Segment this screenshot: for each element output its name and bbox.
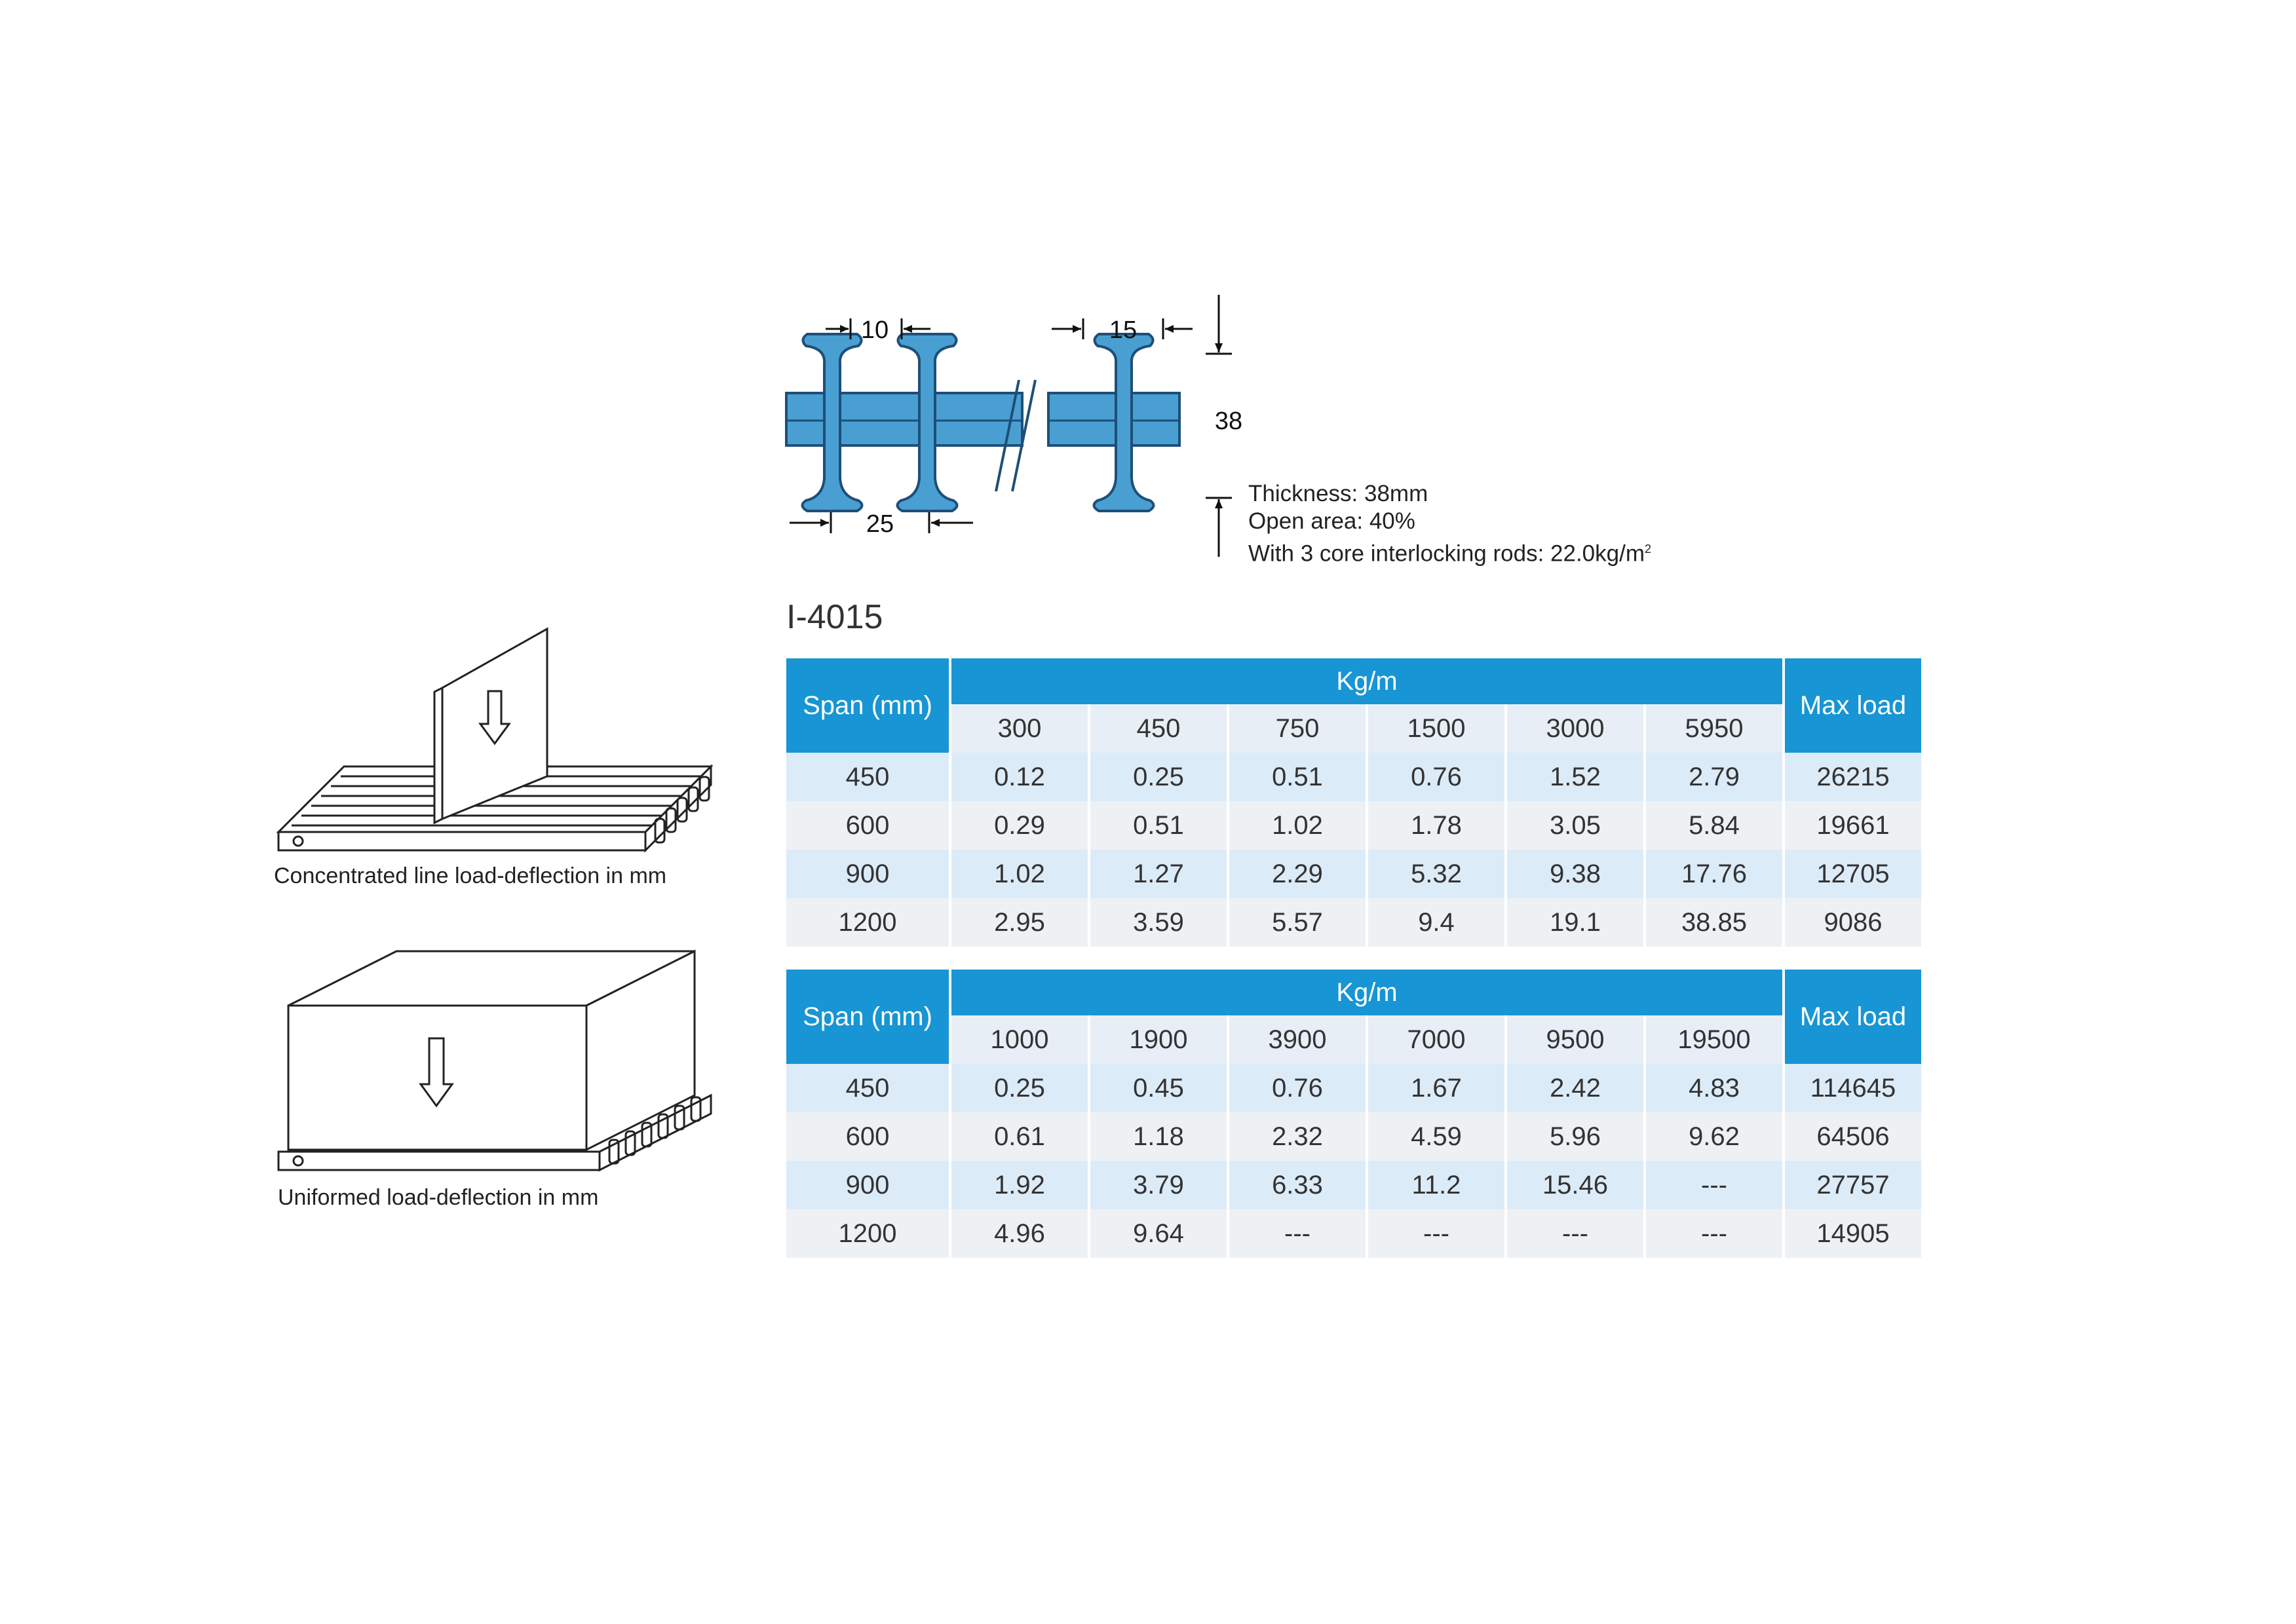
load-column-header: 9500 [1507, 1015, 1643, 1064]
deflection-cell: 1.18 [1090, 1112, 1227, 1161]
deflection-cell: 1.78 [1368, 801, 1504, 850]
load-column-header: 750 [1229, 704, 1366, 753]
deflection-cell: 0.25 [1090, 753, 1227, 801]
load-column-header: 450 [1090, 704, 1227, 753]
deflection-cell: 0.12 [951, 753, 1088, 801]
profile-cross-section [773, 275, 1271, 563]
table-row [786, 1064, 1921, 1112]
deflection-cell: 0.76 [1229, 1064, 1366, 1112]
deflection-cell: 0.51 [1229, 753, 1366, 801]
deflection-cell: 4.59 [1368, 1112, 1504, 1161]
deflection-cell: 17.76 [1646, 850, 1782, 898]
table-row [786, 1112, 1921, 1161]
deflection-cell: 0.61 [951, 1112, 1088, 1161]
deflection-cell: 1.27 [1090, 850, 1227, 898]
deflection-cell: 11.2 [1368, 1161, 1504, 1209]
span-cell: 900 [786, 850, 949, 898]
deflection-cell: 3.05 [1507, 801, 1643, 850]
span-cell: 1200 [786, 1209, 949, 1258]
max-load-cell: 19661 [1785, 801, 1921, 850]
uniform-load-caption: Uniformed load-deflection in mm [278, 1185, 599, 1210]
deflection-cell: 5.32 [1368, 850, 1504, 898]
table-row [786, 850, 1921, 898]
deflection-cell: 9.38 [1507, 850, 1643, 898]
max-load-cell: 27757 [1785, 1161, 1921, 1209]
max-load-cell: 26215 [1785, 753, 1921, 801]
dim-pitch-label: 10 [860, 316, 889, 344]
deflection-cell: 0.25 [951, 1064, 1088, 1112]
deflection-cell: 19.1 [1507, 898, 1643, 947]
span-header: Span (mm) [786, 970, 949, 1064]
spec-weight: With 3 core interlocking rods: $22.0kg/m^2$ [1248, 540, 1651, 567]
deflection-cell: 2.32 [1229, 1112, 1366, 1161]
deflection-cell: 2.79 [1646, 753, 1782, 801]
deflection-cell: 5.96 [1507, 1112, 1643, 1161]
spec-weight-superscript: 2 [1644, 542, 1651, 556]
max-load-cell: 12705 [1785, 850, 1921, 898]
kgm-header: Kg/m [951, 658, 1782, 704]
line-load-caption: Concentrated line load-deflection in mm [274, 863, 667, 888]
deflection-cell: 3.59 [1090, 898, 1227, 947]
max-load-cell: 14905 [1785, 1209, 1921, 1258]
line-load-illustration [272, 616, 718, 858]
load-column-header: 300 [951, 704, 1088, 753]
load-column-header: 1500 [1368, 704, 1504, 753]
table-row [786, 1209, 1921, 1258]
dim-height-label: 38 [1214, 407, 1243, 435]
deflection-cell: 6.33 [1229, 1161, 1366, 1209]
span-cell: 1200 [786, 898, 949, 947]
table-row [786, 801, 1921, 850]
load-column-header: 5950 [1646, 704, 1782, 753]
max-load-cell: 114645 [1785, 1064, 1921, 1112]
span-cell: 450 [786, 753, 949, 801]
load-column-header: 1900 [1090, 1015, 1227, 1064]
deflection-cell: --- [1646, 1161, 1782, 1209]
load-column-header: 1000 [951, 1015, 1088, 1064]
deflection-cell: 9.4 [1368, 898, 1504, 947]
table-row [786, 753, 1921, 801]
model-title: I-4015 [786, 598, 883, 636]
deflection-cell: --- [1368, 1209, 1504, 1258]
kgm-header: Kg/m [951, 970, 1782, 1015]
deflection-cell: --- [1646, 1209, 1782, 1258]
deflection-cell: 0.76 [1368, 753, 1504, 801]
max-load-header: Max load [1785, 658, 1921, 753]
spec-list [1248, 480, 1651, 568]
span-cell: 600 [786, 801, 949, 850]
span-header: Span (mm) [786, 658, 949, 753]
deflection-cell: 15.46 [1507, 1161, 1643, 1209]
load-column-header: 7000 [1368, 1015, 1504, 1064]
deflection-cell: 9.64 [1090, 1209, 1227, 1258]
line-load-table [784, 658, 1924, 947]
deflection-cell: 5.84 [1646, 801, 1782, 850]
deflection-cell: 2.42 [1507, 1064, 1643, 1112]
load-column-header: 3000 [1507, 704, 1643, 753]
span-cell: 900 [786, 1161, 949, 1209]
deflection-cell: --- [1229, 1209, 1366, 1258]
table-row [786, 898, 1921, 947]
uniform-load-table [784, 970, 1924, 1258]
deflection-cell: 4.96 [951, 1209, 1088, 1258]
deflection-cell: 0.45 [1090, 1064, 1227, 1112]
spec-thickness: Thickness: 38mm [1248, 481, 1428, 506]
table-row [786, 1161, 1921, 1209]
deflection-cell: 1.52 [1507, 753, 1643, 801]
deflection-cell: 1.02 [951, 850, 1088, 898]
deflection-cell: 1.92 [951, 1161, 1088, 1209]
deflection-cell: 0.29 [951, 801, 1088, 850]
deflection-cell: 4.83 [1646, 1064, 1782, 1112]
span-cell: 600 [786, 1112, 949, 1161]
deflection-cell: 2.29 [1229, 850, 1366, 898]
deflection-cell: 2.95 [951, 898, 1088, 947]
dim-rod-label: 25 [866, 510, 894, 538]
uniform-load-illustration [272, 943, 718, 1186]
deflection-cell: 1.67 [1368, 1064, 1504, 1112]
deflection-cell: 5.57 [1229, 898, 1366, 947]
max-load-cell: 64506 [1785, 1112, 1921, 1161]
deflection-cell: --- [1507, 1209, 1643, 1258]
span-cell: 450 [786, 1064, 949, 1112]
deflection-cell: 1.02 [1229, 801, 1366, 850]
max-load-header: Max load [1785, 970, 1921, 1064]
load-column-header: 19500 [1646, 1015, 1782, 1064]
load-column-header: 3900 [1229, 1015, 1366, 1064]
deflection-cell: 9.62 [1646, 1112, 1782, 1161]
deflection-cell: 38.85 [1646, 898, 1782, 947]
deflection-cell: 0.51 [1090, 801, 1227, 850]
max-load-cell: 9086 [1785, 898, 1921, 947]
dim-gap-label: 15 [1109, 316, 1138, 344]
spec-open-area: Open area: 40% [1248, 508, 1415, 534]
deflection-cell: 3.79 [1090, 1161, 1227, 1209]
